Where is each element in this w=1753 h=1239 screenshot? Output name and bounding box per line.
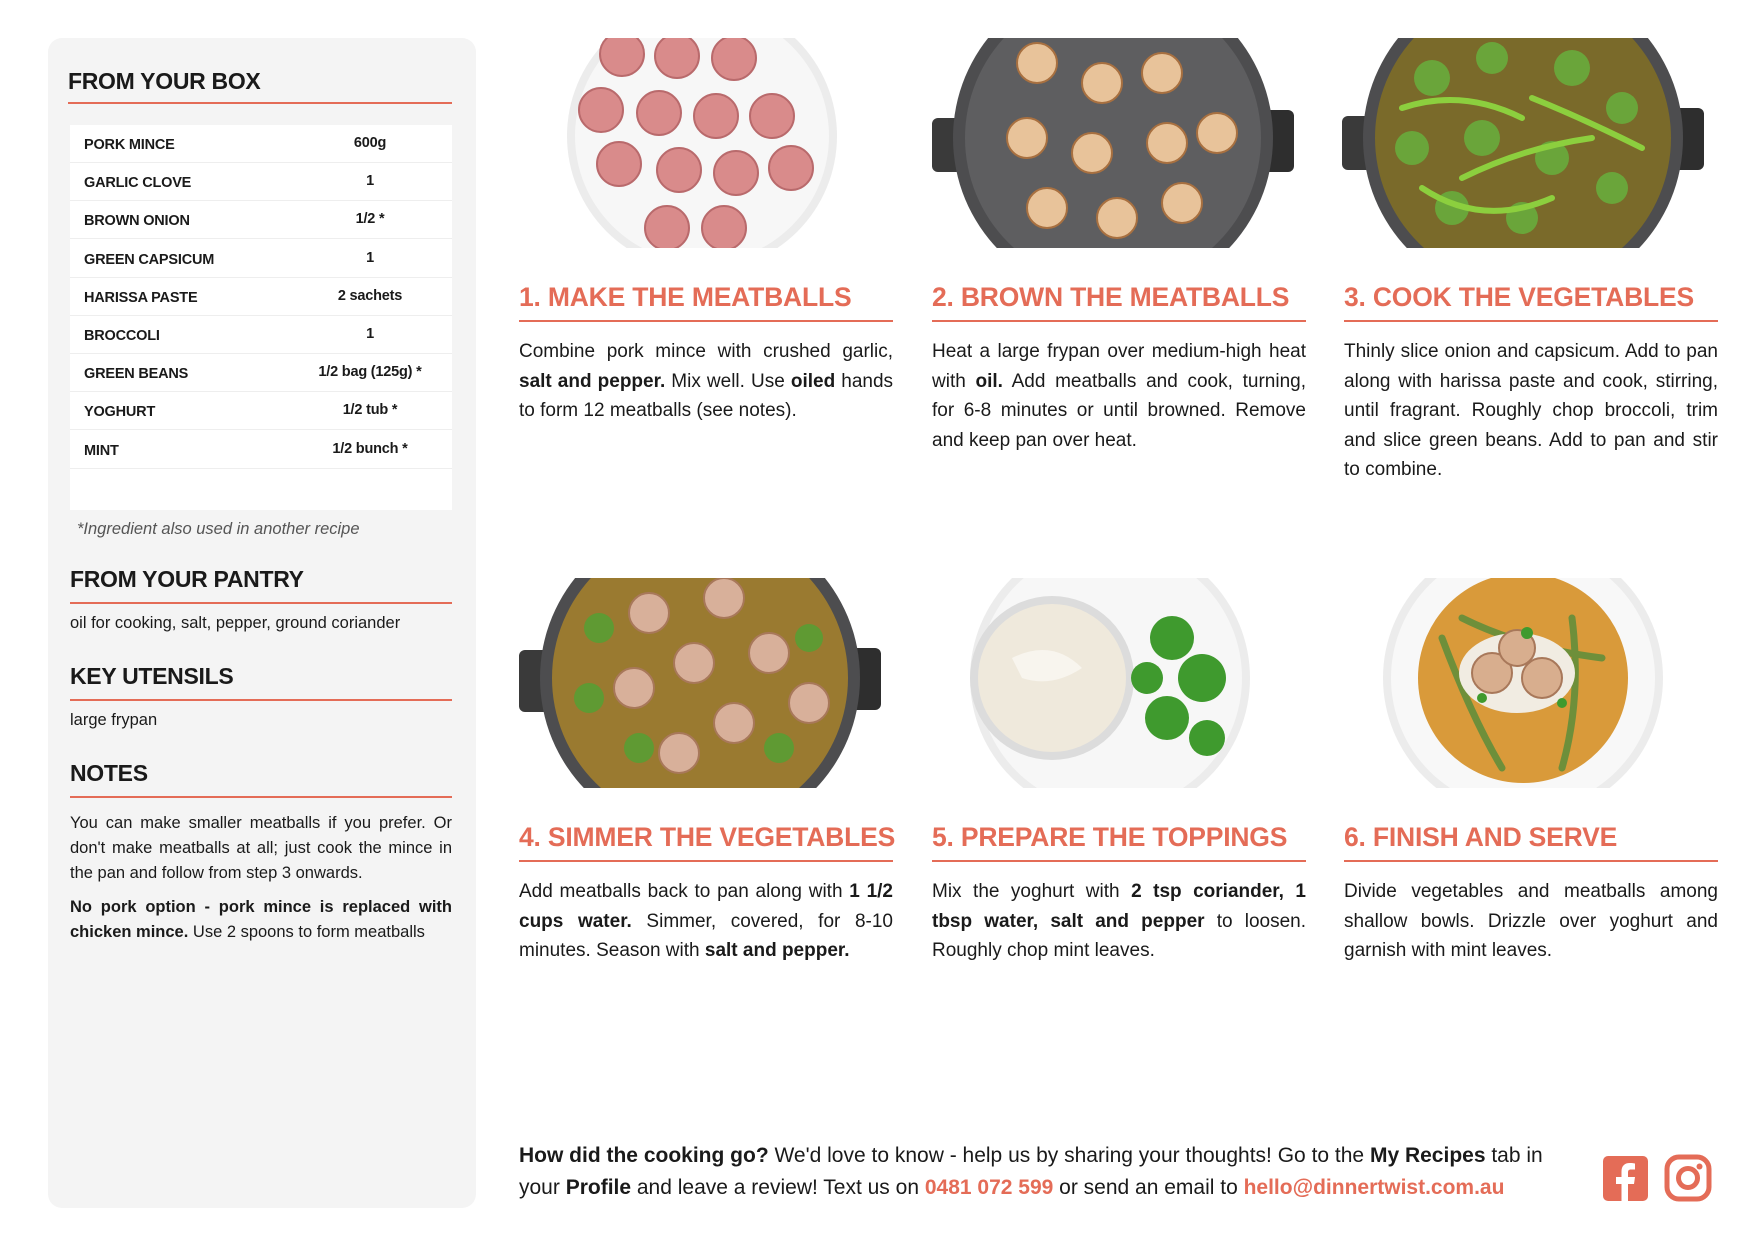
text-run: Mix well. Use (665, 370, 791, 392)
step-6-text (1344, 877, 1718, 966)
step-2-photo (932, 38, 1294, 248)
step-2-title: 2. BROWN THE MEATBALLS (932, 282, 1290, 312)
divider (68, 102, 452, 104)
step-4-photo (519, 578, 881, 788)
ingredient-quantity: 1/2 tub * (342, 402, 398, 419)
step-1-photo (519, 38, 893, 248)
instagram-icon[interactable] (1664, 1154, 1712, 1202)
divider (932, 860, 1306, 862)
ingredient-row (70, 163, 452, 201)
pantry-text: oil for cooking, salt, pepper, ground coriander (70, 614, 401, 632)
step-6-photo (1342, 578, 1704, 788)
bold-text: salt and pepper. (519, 370, 666, 392)
divider (70, 796, 452, 798)
text-run: hands to form 12 meatballs (see notes). (519, 370, 894, 421)
step-1-text (519, 337, 893, 426)
divider (70, 699, 452, 701)
bold-text: Profile (565, 1175, 632, 1199)
ingredient-row (70, 125, 452, 163)
ingredient-name: GREEN BEANS (84, 366, 189, 383)
text-run: We'd love to know - help us by sharing your thoughts! Go to the (768, 1144, 1370, 1167)
divider (519, 860, 893, 862)
ingredient-row (70, 316, 452, 354)
notes-pork-option (70, 895, 452, 945)
from-your-pantry-heading: FROM YOUR PANTRY (70, 566, 304, 592)
ingredient-name: BROWN ONION (84, 213, 190, 230)
text-run: Mix the yoghurt with (932, 881, 1132, 902)
ingredient-row (70, 431, 452, 469)
text-run: Simmer, covered, for 8-10 minutes. Season with (519, 910, 893, 961)
ingredients-sidebar (48, 38, 476, 1208)
feedback-text (519, 1140, 1579, 1203)
ingredient-name: YOGHURT (84, 404, 156, 421)
step-6-title: 6. FINISH AND SERVE (1344, 822, 1618, 852)
bold-text: 1 1/2 cups water. (519, 881, 894, 932)
text-run: or send an email to (1053, 1175, 1244, 1199)
bold-text: My Recipes (1369, 1144, 1486, 1167)
bold-text: oiled (790, 370, 836, 392)
notes-bold: No pork option - pork mince is replaced with chicken mince. (70, 898, 452, 941)
step-3-title: 3. COOK THE VEGETABLES (1344, 282, 1694, 312)
step-3-photo (1342, 38, 1704, 248)
divider (1344, 320, 1718, 322)
ingredient-name: HARISSA PASTE (84, 289, 198, 306)
ingredient-name: GARLIC CLOVE (84, 175, 192, 192)
from-your-box-heading: FROM YOUR BOX (68, 68, 261, 94)
notes-tail: Use 2 spoons to form meatballs (188, 923, 425, 941)
divider (70, 602, 452, 604)
bold-text: How did the cooking go? (519, 1144, 769, 1167)
step-4-text (519, 877, 893, 966)
ingredient-row (70, 354, 452, 392)
contact-link[interactable]: hello@dinnertwist.com.au (1243, 1175, 1505, 1199)
text-run: Heat a large frypan over medium-high heat with (932, 341, 1306, 392)
text-run: Add meatballs back to pan along with (519, 881, 850, 902)
ingredient-quantity: 1 (366, 173, 374, 190)
ingredient-name: MINT (84, 442, 119, 459)
notes-text: You can make smaller meatballs if you prefer. Or don't make meatballs at all; just cook the mince in the pan and follow from step 3 onwards. (70, 814, 452, 882)
ingredient-quantity: 1/2 * (355, 211, 385, 228)
bold-text: oil. (975, 370, 1003, 392)
contact-link[interactable]: 0481 072 599 (924, 1175, 1054, 1199)
ingredient-quantity: 1/2 bag (125g) * (318, 364, 422, 381)
ingredient-quantity: 1 (366, 326, 374, 342)
text-run: Combine pork mince with crushed garlic, (519, 341, 893, 362)
text-run: Add meatballs and cook, turning, for 6-8 minutes or until browned. Remove and keep pan over heat. (932, 370, 1306, 451)
text-run: tab in your (519, 1144, 1543, 1199)
key-utensils-heading: KEY UTENSILS (70, 663, 234, 689)
notes-heading: NOTES (70, 760, 148, 786)
step-1-title: 1. MAKE THE MEATBALLS (519, 282, 852, 312)
ingredient-row (70, 240, 452, 278)
ingredient-quantity: 2 sachets (337, 287, 403, 304)
step-5-text (932, 877, 1306, 966)
text-run: Thinly slice onion and capsicum. Add to pan along with harissa paste and cook, stirring, until fragrant. Roughly chop broccoli, trim and slice green beans. Add to pan and stir to combine. (1344, 341, 1718, 480)
ingredient-name: BROCCOLI (84, 328, 160, 344)
divider (932, 320, 1306, 322)
step-2-text (932, 337, 1306, 455)
divider (1344, 860, 1718, 862)
text-run: Divide vegetables and meatballs among shallow bowls. Drizzle over yoghurt and garnish with mint leaves. (1344, 881, 1718, 961)
divider (519, 320, 893, 322)
ingredient-row (70, 392, 452, 430)
ingredient-row (70, 201, 452, 239)
step-3-text (1344, 337, 1718, 485)
step-5-title: 5. PREPARE THE TOPPINGS (932, 822, 1288, 852)
ingredient-quantity: 1/2 bunch * (332, 440, 408, 457)
text-run: and leave a review! Text us on (631, 1175, 925, 1199)
facebook-icon[interactable] (1603, 1156, 1648, 1201)
ingredient-name: GREEN CAPSICUM (84, 251, 215, 268)
ingredient-row (70, 278, 452, 316)
footnote: *Ingredient also used in another recipe (77, 520, 360, 538)
ingredient-quantity: 600g (353, 135, 387, 151)
ingredient-table (70, 125, 452, 510)
text-run: to loosen. Roughly chop mint leaves. (932, 910, 1307, 961)
bold-text: 2 tsp coriander, 1 tbsp water, salt and pepper (932, 881, 1306, 932)
step-4-title: 4. SIMMER THE VEGETABLES (519, 822, 896, 852)
step-5-photo (932, 578, 1294, 788)
ingredient-quantity: 1 (366, 249, 374, 266)
bold-text: salt and pepper. (704, 940, 850, 961)
utensils-text: large frypan (70, 711, 158, 729)
ingredient-name: PORK MINCE (84, 137, 175, 153)
